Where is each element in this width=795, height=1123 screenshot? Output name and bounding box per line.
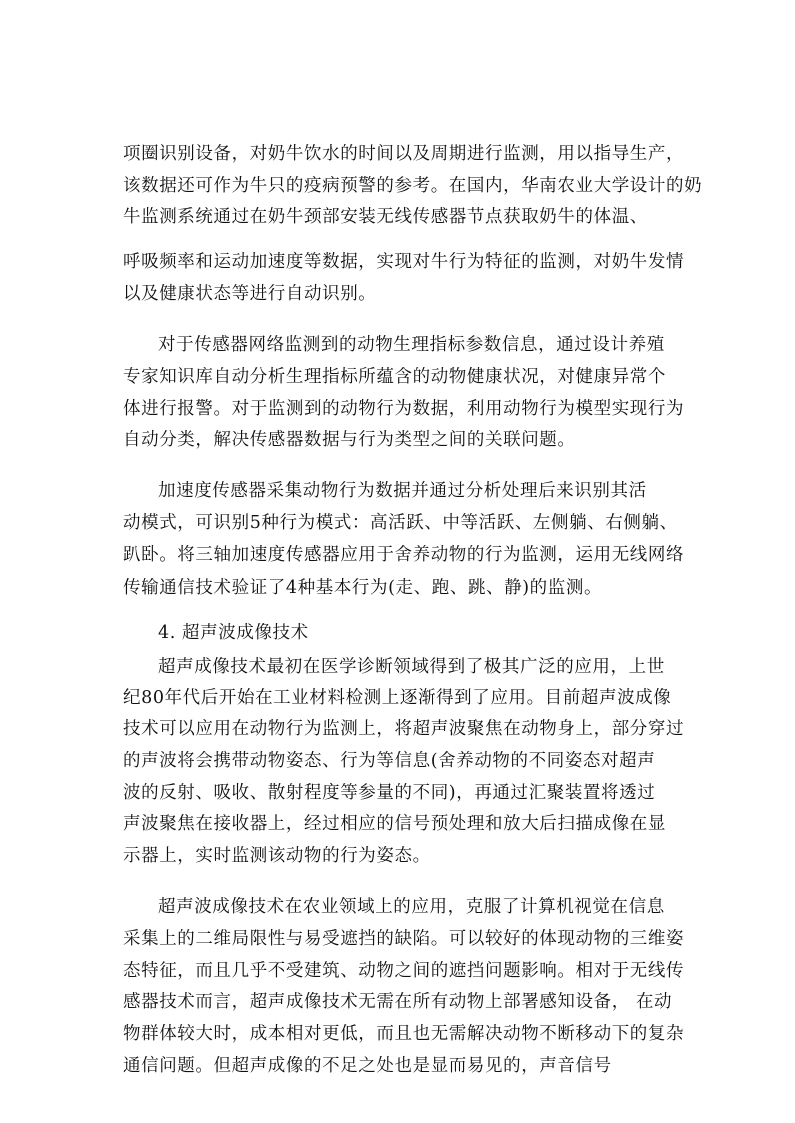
text-line: 项圈识别设备，对奶牛饮水的时间以及周期进行监测，用以指导生产， bbox=[123, 144, 685, 164]
text-line: 传输通信技术验证了4种基本行为(走、跑、跳、静)的监测。 bbox=[123, 578, 603, 598]
text-line: 示器上，实时监测该动物的行为姿态。 bbox=[123, 846, 431, 866]
text-line: 的声波将会携带动物姿态、行为等信息(舍养动物的不同姿态对超声 bbox=[123, 751, 656, 771]
text-line: 趴卧。将三轴加速度传感器应用于舍养动物的行为监测，运用无线网络 bbox=[123, 545, 685, 565]
paragraph-first-line: 对于传感器网络监测到的动物生理指标参数信息，通过设计养殖 bbox=[158, 335, 665, 355]
text-line: 波的反射、吸收、散射程度等参量的不同)，再通过汇聚装置将透过 bbox=[123, 783, 656, 803]
text-line: 牛监测系统通过在奶牛颈部安装无线传感器节点获取奶牛的体温、 bbox=[123, 207, 648, 227]
text-line: 纪80年代后开始在工业材料检测上逐渐得到了应用。目前超声波成像 bbox=[123, 688, 672, 708]
text-line: 专家知识库自动分析生理指标所蕴含的动物健康状况，对健康异常个 bbox=[123, 367, 666, 387]
text-line: 态特征，而且几乎不受建筑、动物之间的遮挡问题影响。相对于无线传 bbox=[123, 961, 685, 981]
paragraph-first-line: 加速度传感器采集动物行为数据并通过分析处理后来识别其活 bbox=[158, 481, 647, 501]
section-heading: 4. 超声波成像技术 bbox=[158, 623, 309, 643]
text-line: 体进行报警。对于监测到的动物行为数据，利用动物行为模型实现行为 bbox=[123, 399, 685, 419]
text-line: 该数据还可作为牛只的疫病预警的参考。在国内，华南农业大学设计的奶 bbox=[123, 176, 703, 196]
text-line: 以及健康状态等进行自动识别。 bbox=[123, 284, 377, 304]
text-line: 动模式，可识别5种行为模式：高活跃、中等活跃、左侧躺、右侧躺、 bbox=[123, 513, 678, 533]
text-line: 感器技术而言，超声成像技术无需在所有动物上部署感知设备， 在动 bbox=[123, 992, 673, 1012]
text-line: 呼吸频率和运动加速度等数据，实现对牛行为特征的监测，对奶牛发情 bbox=[123, 252, 685, 272]
text-line: 技术可以应用在动物行为监测上，将超声波聚焦在动物身上，部分穿过 bbox=[123, 719, 685, 739]
text-line: 自动分类，解决传感器数据与行为类型之间的关联问题。 bbox=[123, 430, 576, 450]
paragraph-first-line: 超声成像技术最初在医学诊断领域得到了极其广泛的应用，上世 bbox=[158, 657, 665, 677]
text-line: 物群体较大时，成本相对更低，而且也无需解决动物不断移动下的复杂 bbox=[123, 1024, 685, 1044]
text-line: 通信问题。但超声成像的不足之处也是显而易见的，声音信号 bbox=[123, 1056, 612, 1076]
text-line: 声波聚焦在接收器上，经过相应的信号预处理和放大后扫描成像在显 bbox=[123, 814, 666, 834]
paragraph-first-line: 超声波成像技术在农业领域上的应用，克服了计算机视觉在信息 bbox=[158, 897, 665, 917]
text-line: 采集上的二维局限性与易受遮挡的缺陷。可以较好的体现动物的三维姿 bbox=[123, 929, 685, 949]
